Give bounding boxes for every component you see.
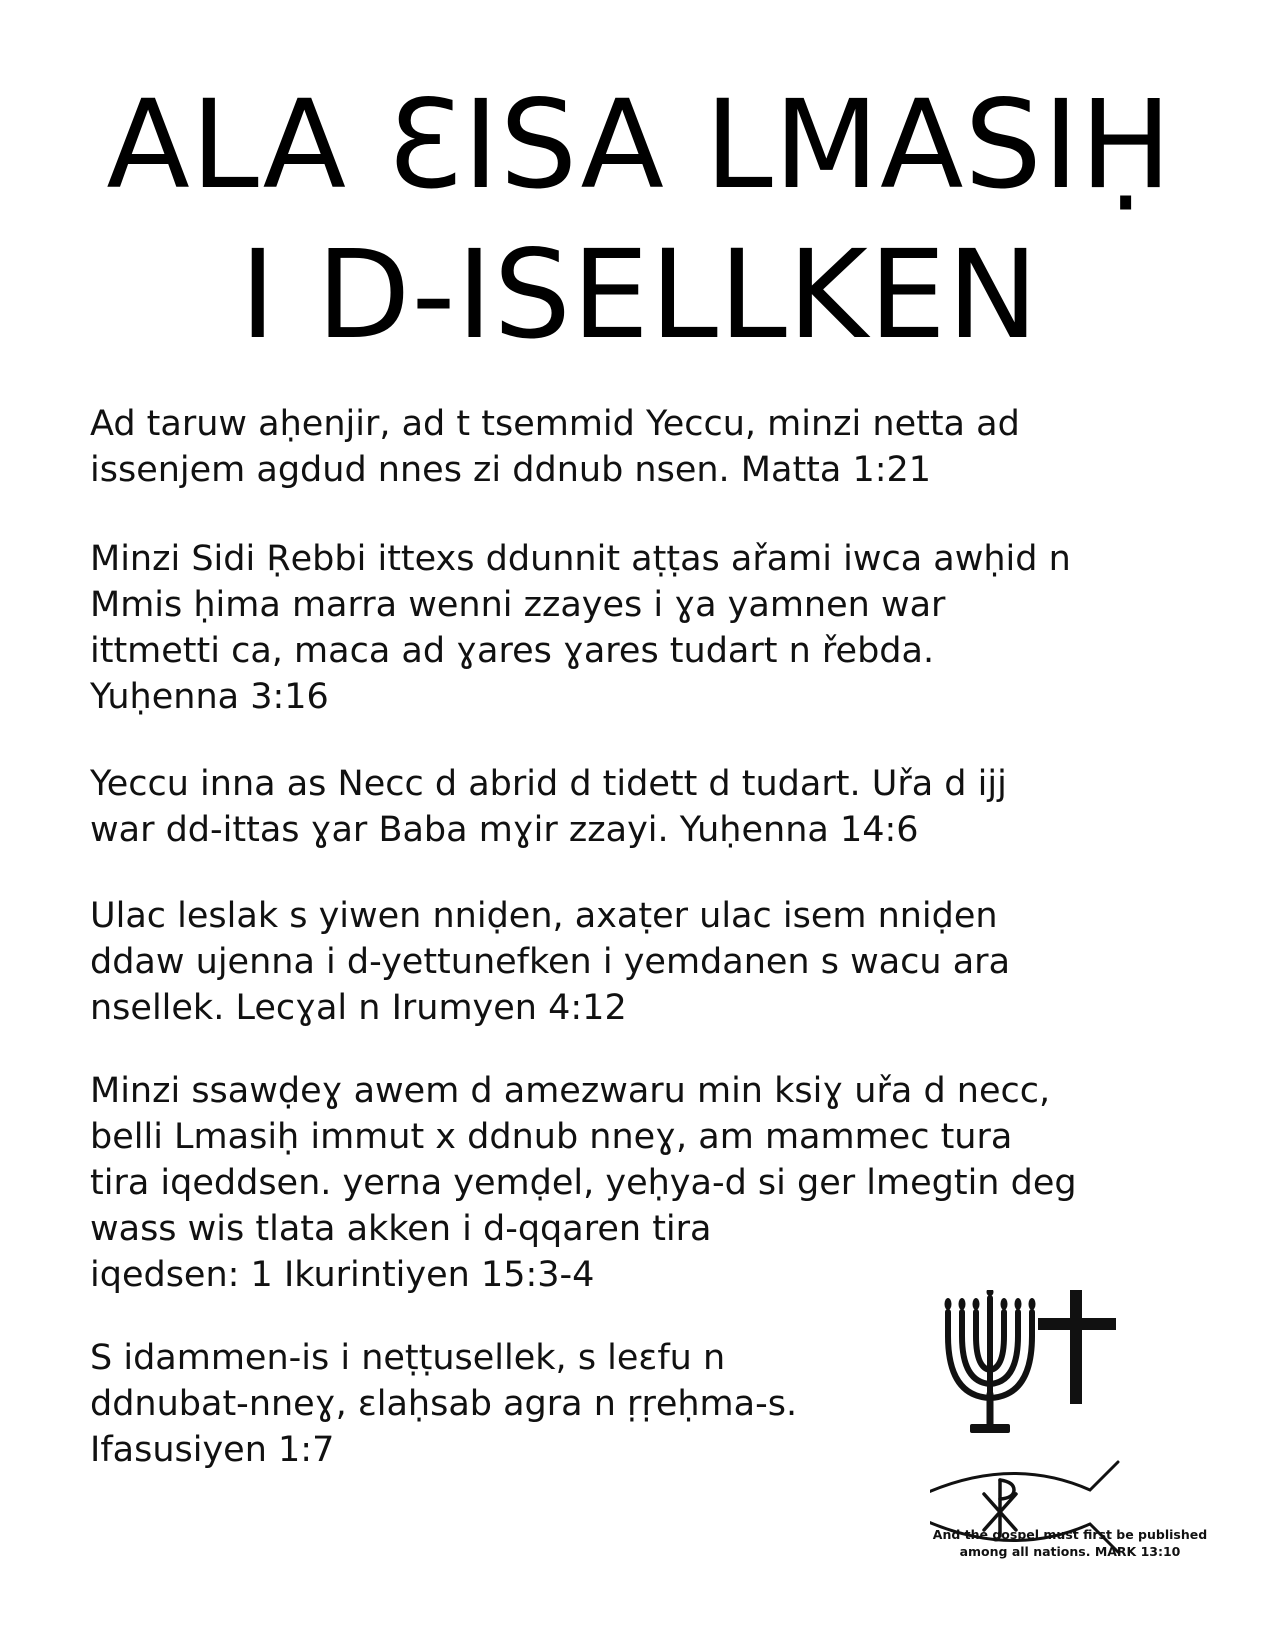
verse-line: Yeccu inna as Necc d abrid d tidett d tudart. Uřa d ijj <box>90 764 1007 804</box>
caption-line: among all nations. MARK 13:10 <box>959 1544 1181 1559</box>
verse-line: Ad taruw aḥenjir, ad t tsemmid Yeccu, minzi netta ad <box>90 404 1020 444</box>
verse-line: Mmis ḥima marra wenni zzayes i ɣa yamnen war <box>90 585 946 625</box>
verse-line: tira iqeddsen. yerna yemḍel, yeḥya-d si ger lmegtin deg <box>90 1163 1077 1203</box>
verse-line: Yuḥenna 3:16 <box>90 677 329 717</box>
cross-icon <box>1038 1290 1116 1404</box>
verse-line: war dd-ittas ɣar Baba mɣir zzayi. Yuḥenna 14:6 <box>90 810 919 850</box>
verse-line: issenjem agdud nnes zi ddnub nsen. Matta 1:21 <box>90 450 932 490</box>
verse-line: iqedsen: 1 Ikurintiyen 15:3-4 <box>90 1255 595 1295</box>
verse-line: ittmetti ca, maca ad ɣares ɣares tudart n řebda. <box>90 631 935 671</box>
verse-line: nsellek. Lecɣal n Irumyen 4:12 <box>90 988 627 1028</box>
verse-yuhenna-3-16 <box>90 536 1200 720</box>
verse-yuhenna-14-6 <box>90 761 1200 853</box>
menorah-icon <box>948 1298 1032 1428</box>
verse-line: belli Lmasiḥ immut x ddnub nneɣ, am mammec tura <box>90 1117 1013 1157</box>
verse-line: Minzi ssawḍeɣ awem d amezwaru min ksiɣ uřa d necc, <box>90 1071 1051 1111</box>
verse-line: Ifasusiyen 1:7 <box>90 1430 335 1470</box>
verse-line: ddaw ujenna i d-yettunefken i yemdanen s wacu ara <box>90 942 1011 982</box>
page-title <box>0 70 1279 370</box>
verse-line: Minzi Sidi Ṛebbi ittexs ddunnit aṭṭas ařami iwca awḥid n <box>90 539 1071 579</box>
verse-ikurintiyen-15-3-4 <box>90 1068 1200 1298</box>
verse-line: ddnubat-nneɣ, ɛlaḥsab agra n ṛṛeḥma-s. <box>90 1384 798 1424</box>
verse-irumyen-4-12 <box>90 893 1200 1031</box>
title-line-1: ALA ƐISA LMASIḤ <box>106 74 1173 216</box>
verse-line: S idammen-is i neṭṭusellek, s leɛfu n <box>90 1338 726 1378</box>
verse-line: Ulac leslak s yiwen nniḍen, axaṭer ulac isem nniḍen <box>90 896 998 936</box>
verse-ifasusiyen-1-7 <box>90 1335 890 1473</box>
title-line-2: I D-ISELLKEN <box>239 224 1040 366</box>
caption-line: And the gospel must first be published <box>932 1527 1208 1542</box>
verse-matta-1-21 <box>90 401 1200 493</box>
verse-line: wass wis tlata akken i d-qqaren tira <box>90 1209 712 1249</box>
gospel-caption <box>905 1526 1235 1560</box>
